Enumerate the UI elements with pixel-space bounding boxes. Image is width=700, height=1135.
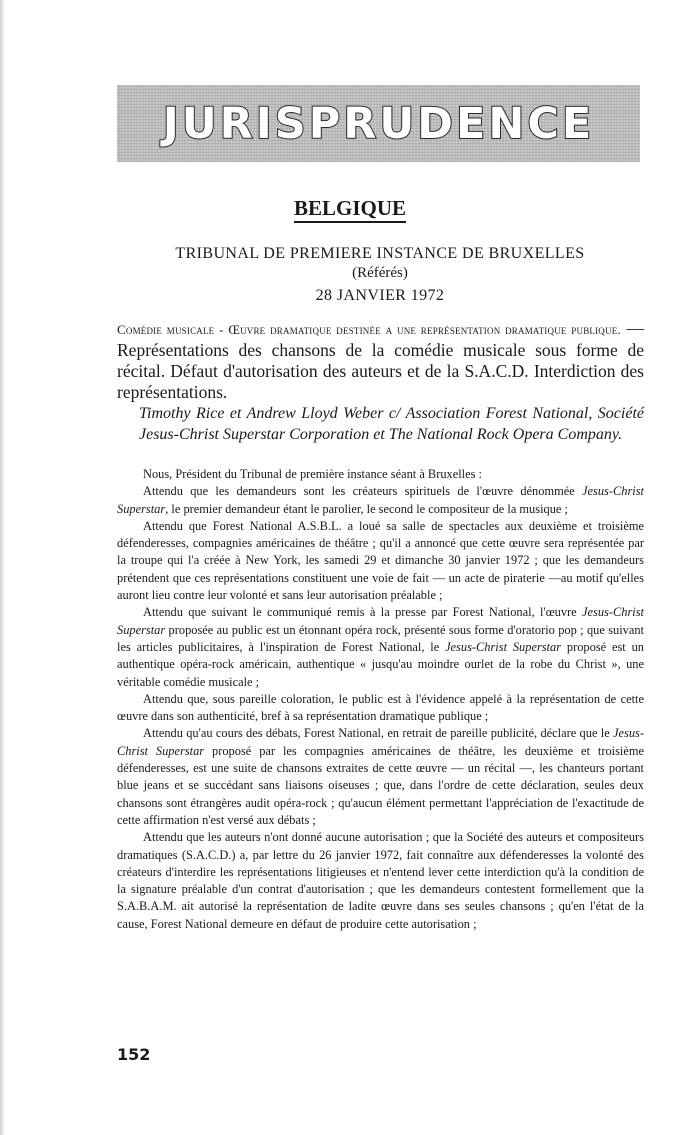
paragraph: Attendu que Forest National A.S.B.L. a loué sa salle de spectacles aux deuxième et troisième défenderesses, compagnies américaines de théâtre ; qu'il a annoncé que cette œuvre sera représentée par la troupe qui l'a créée à New York, les samedi 29 et dimanche 30 janvier 1972 ; que les demandeurs prétendent que ces représentations constituent une voie de fait — un acte de piraterie —au motif qu'elles auront lieu contre leur volonté et sans leur autorisation préalable ; bbox=[117, 518, 644, 603]
section-banner bbox=[117, 85, 640, 162]
banner-title: JURISPRUDENCE bbox=[162, 98, 595, 149]
paragraph: Nous, Président du Tribunal de première instance séant à Bruxelles : bbox=[143, 467, 482, 481]
page-edge bbox=[0, 0, 4, 1135]
paragraph: Attendu que suivant le communiqué remis à la presse par Forest National, l'œuvre Jesus-Christ Superstar proposée au public est un étonnant opéra rock, présenté sous forme d'oratorio pop ; que suivant les articles publicitaires, à l'inspiration de Forest National, le Jesus-Christ Superstar proposé est un authentique opéra-rock américain, authentique « jusqu'au moindre ourlet de la robe du Christ », une véritable comédie musicale ; bbox=[117, 605, 644, 689]
judgment-date: 28 JANVIER 1972 bbox=[315, 287, 445, 304]
judgment-body bbox=[117, 466, 644, 933]
page-number: 152 bbox=[117, 1045, 151, 1064]
paragraph: Attendu que, sous pareille coloration, le public est à l'évidence appelé à la représentation de cette œuvre dans son authenticité, bref à sa représentation dramatique publique ; bbox=[117, 691, 644, 724]
paragraph: Attendu que les auteurs n'ont donné aucune autorisation ; que la Société des auteurs et compositeurs dramatiques (S.A.C.D.) a, par lettre du 26 janvier 1972, fait connaître aux défenderesses la volonté des créateurs d'interdire les représentations litigieuses et n'entend lever cette interdiction qu'à la condition de la signature préalable d'un contrat d'autorisation ; que les demandeurs contestent formellement que la S.A.B.A.M. ait autorisé la représentation de ladite œuvre dans ses seules chansons ; qu'en l'état de la cause, Forest National demeure en défaut de produire cette autorisation ; bbox=[117, 830, 644, 931]
summary-keywords: Comédie musicale - Œuvre dramatique destinée a une représentation dramatique publique. bbox=[117, 322, 621, 337]
work-title: Jesus-Christ Superstar bbox=[117, 726, 644, 758]
summary-text: — Représentations des chansons de la comédie musicale sous forme de récital. Défaut d'autorisation des auteurs et de la S.A.C.D. Interdiction des représentations. bbox=[117, 318, 644, 402]
paragraph: Attendu qu'au cours des débats, Forest National, en retrait de pareille publicité, déclare que le Jesus-Christ Superstar proposé par les compagnies américaines de théâtre, les deuxième et troisième défenderesses, est une suite de chansons extraites de cette œuvre — un récital —, les chanteurs portant blue jeans et se succédant sans liaisons oiseuses ; que, dans l'ordre de cette déclaration, seules deux chansons sont étrangères audit opéra-rock ; qu'aucun élément permettant l'appréciation de l'exactitude de cette affirmation n'est versé aux débats ; bbox=[117, 726, 644, 827]
country-heading bbox=[0, 196, 700, 221]
court-name: TRIBUNAL DE PREMIERE INSTANCE DE BRUXELLES bbox=[175, 245, 585, 262]
paragraph: Attendu que les demandeurs sont les créateurs spirituels de l'œuvre dénommée Jesus-Christ Superstar, le premier demandeur étant le parolier, le second le compositeur de la musique ; bbox=[117, 484, 644, 516]
work-title: Jesus-Christ Superstar bbox=[117, 484, 644, 516]
case-summary bbox=[117, 318, 644, 403]
court-chamber: (Référés) bbox=[352, 265, 408, 281]
country-title: BELGIQUE bbox=[294, 196, 406, 223]
case-parties: Timothy Rice et Andrew Lloyd Weber c/ Association Forest National, Société Jesus-Christ Superstar Corporation et The National Rock Opera Company. bbox=[139, 405, 644, 443]
work-title: Jesus-Christ Superstar bbox=[117, 605, 644, 637]
work-title: Jesus-Christ Superstar bbox=[445, 639, 562, 654]
